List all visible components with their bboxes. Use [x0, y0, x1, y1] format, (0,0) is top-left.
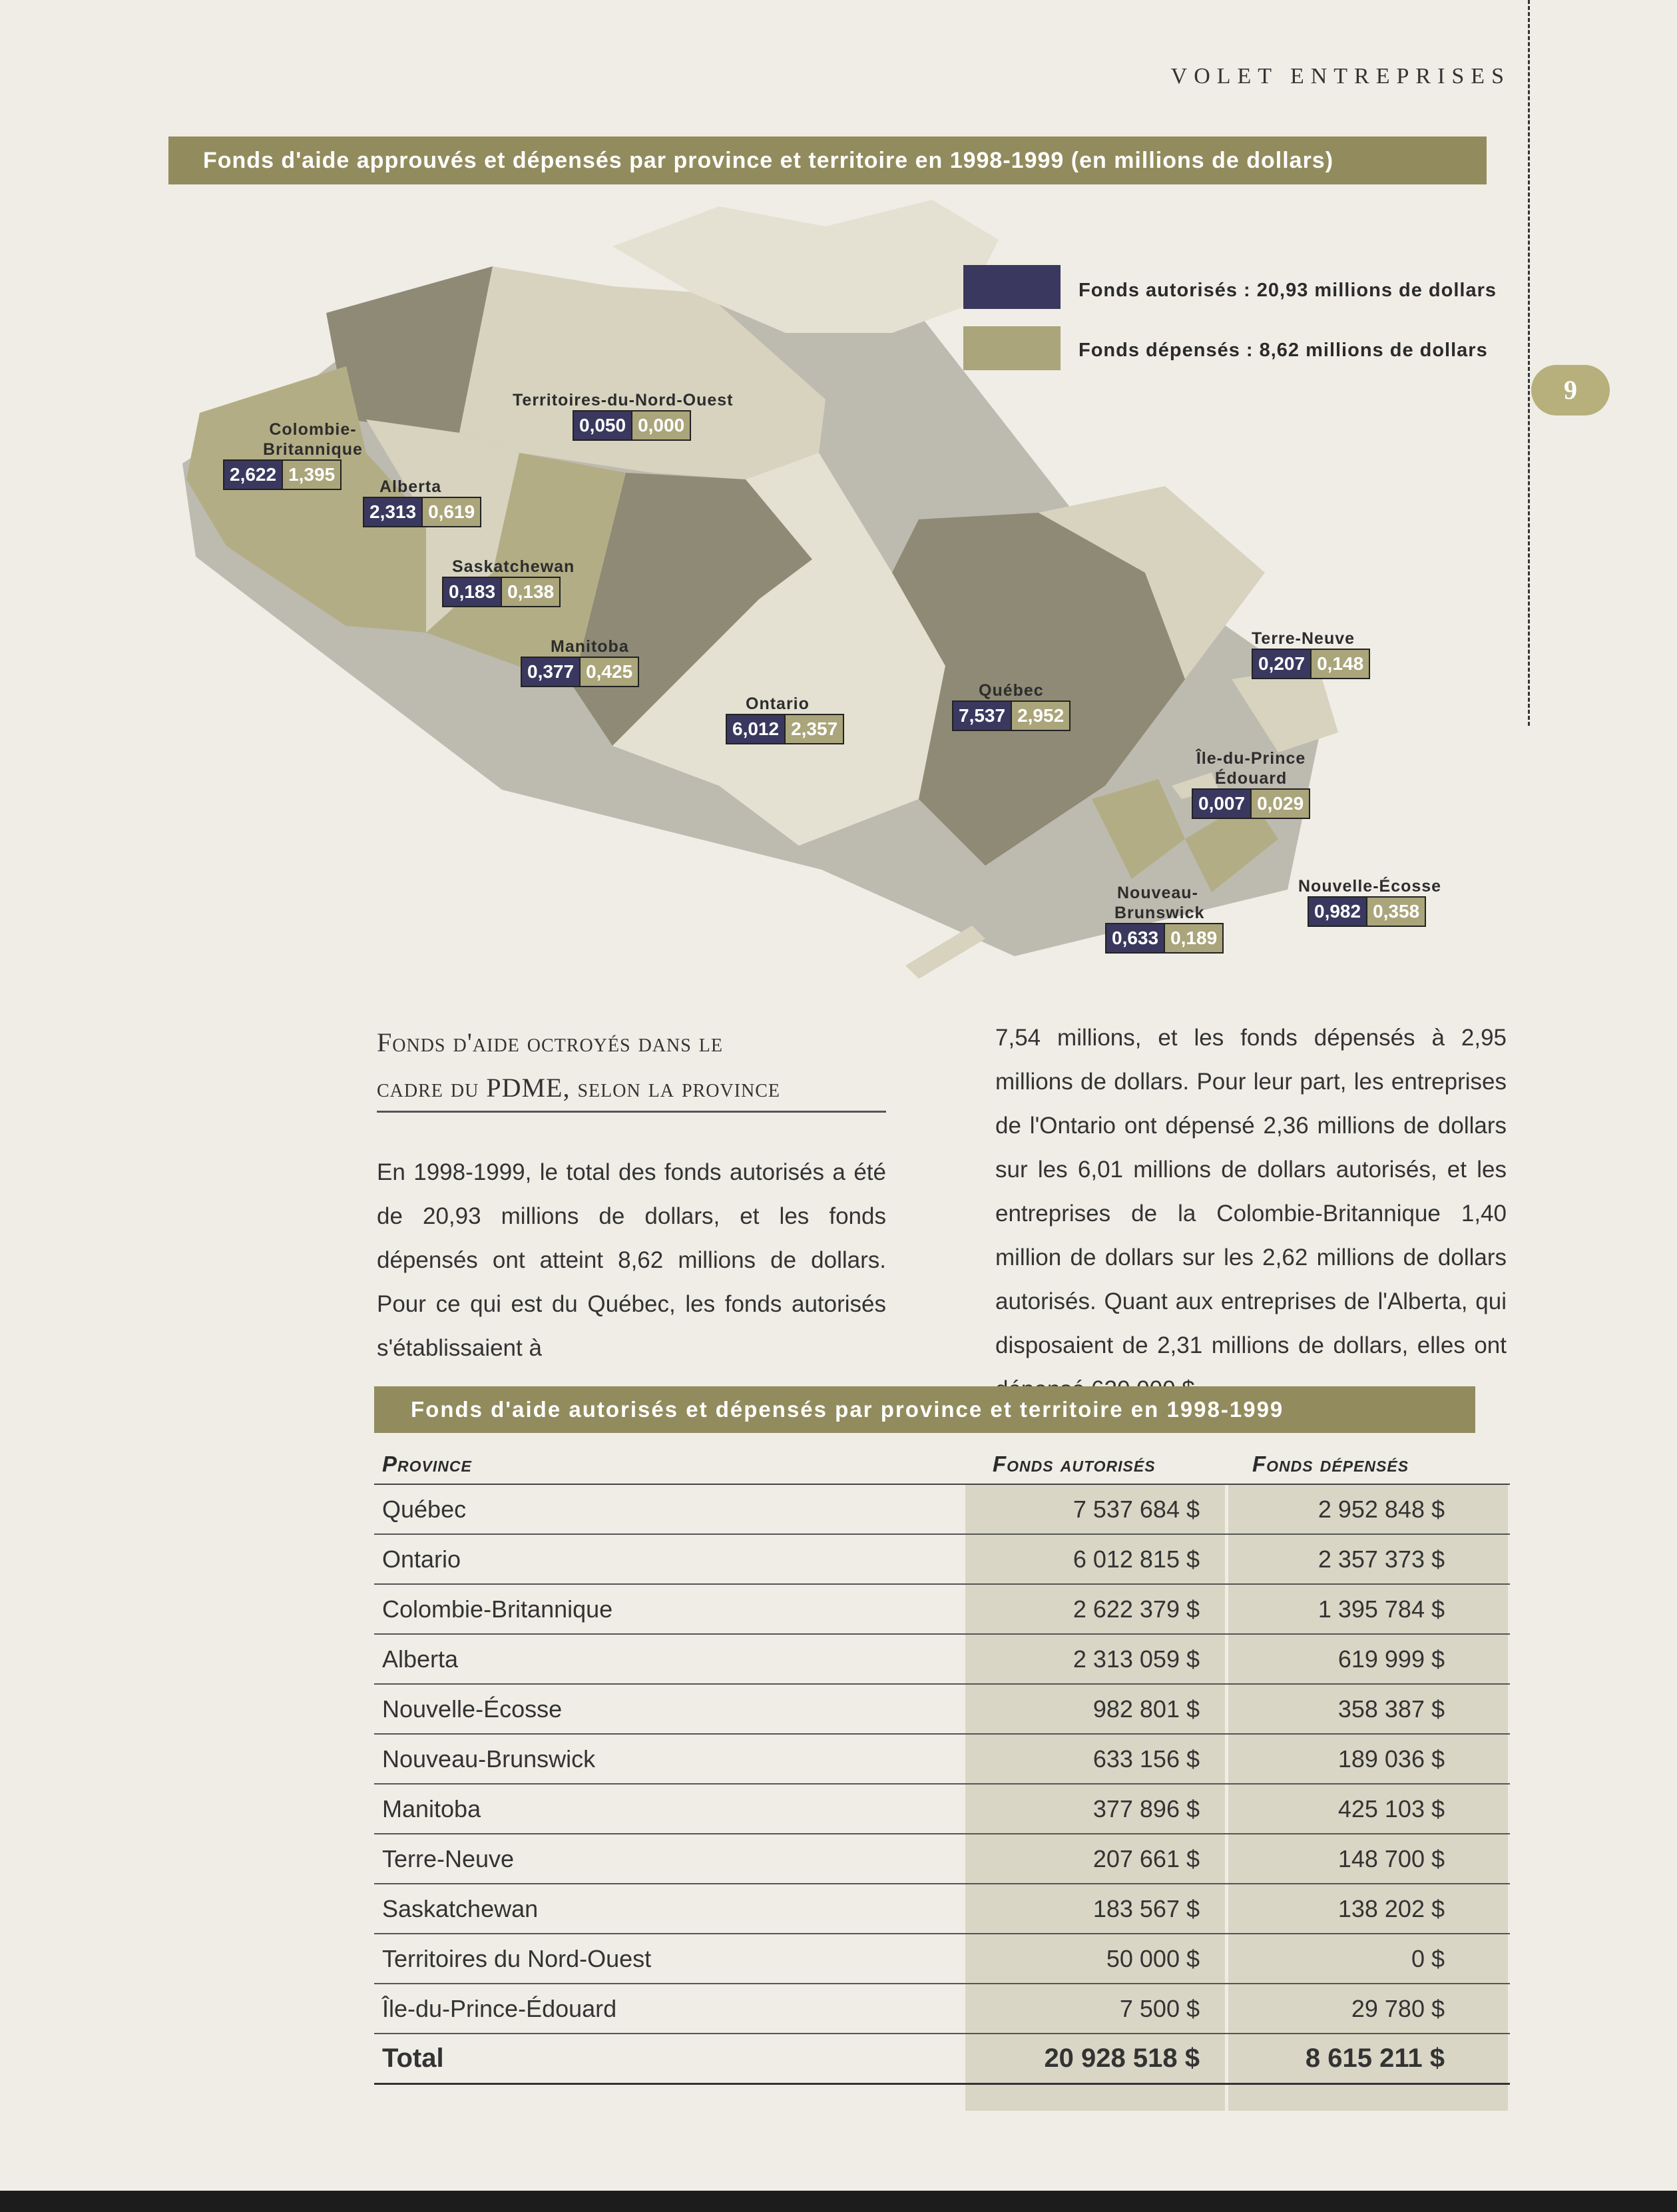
canada-map — [146, 200, 1465, 1019]
cell-spent: 358 387 $ — [1245, 1684, 1510, 1734]
header-authorized — [965, 1445, 1245, 1484]
cell-authorized: 7 537 684 $ — [965, 1484, 1245, 1534]
article-title-line2: cadre du PDME, selon la province — [377, 1073, 781, 1103]
table-row — [374, 1534, 1510, 1584]
province-name: Nouvelle-Écosse — [1298, 877, 1442, 896]
article-title-rule — [377, 1111, 886, 1113]
authorized-value: 2,313 — [363, 497, 423, 527]
table-body — [374, 1484, 1510, 2084]
authorized-value: 7,537 — [952, 700, 1012, 731]
header-spent-label: Fonds dépensés — [1252, 1452, 1409, 1476]
table-row — [374, 1984, 1510, 2034]
header-province: Province — [374, 1445, 965, 1484]
spent-value: 0,029 — [1252, 788, 1310, 819]
table-row — [374, 1484, 1510, 1534]
cell-spent: 29 780 $ — [1245, 1984, 1510, 2034]
table-header-row — [374, 1445, 1510, 1484]
cell-authorized: 2 313 059 $ — [965, 1634, 1245, 1684]
margin-dashed-rule — [1528, 0, 1530, 726]
article-title-line1: Fonds d'aide octroyés dans le — [377, 1027, 724, 1057]
table-row — [374, 1834, 1510, 1884]
spent-value: 0,425 — [581, 657, 639, 687]
province-label-pei — [1192, 748, 1310, 819]
spent-value: 1,395 — [283, 459, 342, 490]
authorized-value: 0,982 — [1308, 896, 1367, 927]
cell-province: Saskatchewan — [374, 1884, 965, 1934]
cell-authorized: 633 156 $ — [965, 1734, 1245, 1784]
article-paragraph-right: 7,54 millions, et les fonds dépensés à 2,95 millions de dollars. Pour leur part, les entreprises de l'Ontario ont dépensé 2,36 millions de dollars sur les 6,01 millions de dollars autorisés, et les entreprises de la Colombie-Britannique 1,40 million de dollars sur les 2,62 millions de dollars autorisés. Quant aux entreprises de l'Alberta, qui disposaient de 2,31 millions de dollars, elles ont — [995, 1025, 1507, 1358]
cell-spent: 189 036 $ — [1245, 1734, 1510, 1784]
province-name: Québec — [979, 681, 1044, 700]
province-label-saskatchewan — [442, 557, 575, 607]
cell-total-authorized: 20 928 518 $ — [965, 2034, 1245, 2084]
authorized-value: 2,622 — [223, 459, 283, 490]
province-label-new-brunswick — [1105, 883, 1224, 954]
cell-authorized: 377 896 $ — [965, 1784, 1245, 1834]
cell-spent: 0 $ — [1245, 1934, 1510, 1984]
province-name: Manitoba — [551, 637, 629, 656]
table-row — [374, 1734, 1510, 1784]
spent-value: 2,952 — [1012, 700, 1071, 731]
cell-province: Territoires du Nord-Ouest — [374, 1934, 965, 1984]
province-name-line1: Nouveau- — [1117, 884, 1198, 902]
table-title: Fonds d'aide autorisés et dépensés par province et territoire en 1998-1999 — [374, 1386, 1475, 1433]
province-name-line2: Édouard — [1214, 769, 1288, 788]
authorized-value: 0,207 — [1252, 649, 1312, 679]
spent-value: 0,189 — [1165, 923, 1224, 954]
authorized-value: 0,377 — [521, 657, 581, 687]
authorized-value: 0,183 — [442, 577, 502, 607]
cell-authorized: 982 801 $ — [965, 1684, 1245, 1734]
table-total-row — [374, 2034, 1510, 2084]
cell-province: Île-du-Prince-Édouard — [374, 1984, 965, 2034]
table-row — [374, 1934, 1510, 1984]
cell-province: Québec — [374, 1484, 965, 1534]
cell-spent: 148 700 $ — [1245, 1834, 1510, 1884]
article-title — [377, 1020, 896, 1111]
header-spent — [1245, 1445, 1510, 1484]
funds-table — [374, 1445, 1510, 2085]
authorized-value: 0,007 — [1192, 788, 1252, 819]
authorized-value: 0,633 — [1105, 923, 1165, 954]
province-label-quebec — [952, 681, 1071, 731]
cell-province: Alberta — [374, 1634, 965, 1684]
spent-value: 0,148 — [1312, 649, 1370, 679]
spent-value: 0,358 — [1367, 896, 1426, 927]
cell-province: Manitoba — [374, 1784, 965, 1834]
cell-authorized: 50 000 $ — [965, 1934, 1245, 1984]
header-authorized-label: Fonds autorisés — [993, 1452, 1156, 1476]
spent-value: 0,619 — [423, 497, 481, 527]
cell-authorized: 2 622 379 $ — [965, 1584, 1245, 1634]
legend-label-spent: Fonds dépensés : 8,62 millions de dollars — [1078, 340, 1488, 361]
legend-swatch-authorized — [963, 265, 1061, 309]
cell-authorized: 183 567 $ — [965, 1884, 1245, 1934]
province-label-bc — [223, 419, 363, 490]
province-label-manitoba — [521, 637, 639, 687]
table-row — [374, 1784, 1510, 1834]
page-number-badge: 9 — [1531, 365, 1610, 415]
province-label-ontario — [726, 694, 844, 744]
cell-authorized: 207 661 $ — [965, 1834, 1245, 1884]
cell-province: Nouveau-Brunswick — [374, 1734, 965, 1784]
page-bottom-edge — [0, 2191, 1677, 2212]
province-label-alberta — [363, 477, 481, 527]
cell-total-spent: 8 615 211 $ — [1245, 2034, 1510, 2084]
table-row — [374, 1884, 1510, 1934]
map-border-stub — [905, 926, 985, 979]
spent-value: 2,357 — [786, 714, 844, 744]
spent-value: 0,000 — [632, 410, 691, 441]
cell-province: Colombie-Britannique — [374, 1584, 965, 1634]
map-section-title: Fonds d'aide approuvés et dépensés par province et territoire en 1998-1999 (en millions de dollars) — [168, 137, 1487, 184]
table-row — [374, 1584, 1510, 1634]
cell-authorized: 6 012 815 $ — [965, 1534, 1245, 1584]
cell-spent: 1 395 784 $ — [1245, 1584, 1510, 1634]
cell-province: Ontario — [374, 1534, 965, 1584]
province-name-line2: Britannique — [263, 440, 363, 459]
province-label-nwt — [513, 390, 734, 441]
cell-spent: 2 952 848 $ — [1245, 1484, 1510, 1534]
legend-swatch-spent — [963, 326, 1061, 370]
article-paragraph-left: En 1998-1999, le total des fonds autorisés a été de 20,93 millions de dollars, et les fonds dépensés ont atteint 8,62 millions de dollars. Pour ce qui est du Québec, les fonds autorisés s'établissaient à — [377, 1159, 886, 1361]
cell-spent: 2 357 373 $ — [1245, 1534, 1510, 1584]
province-name-line2: Brunswick — [1114, 904, 1205, 922]
cell-authorized: 7 500 $ — [965, 1984, 1245, 2034]
province-label-newfoundland — [1252, 629, 1370, 679]
legend-label-authorized: Fonds autorisés : 20,93 millions de dollars — [1078, 280, 1497, 301]
province-name: Alberta — [379, 477, 442, 496]
cell-spent: 138 202 $ — [1245, 1884, 1510, 1934]
table-row — [374, 1634, 1510, 1684]
province-name-line1: Île-du-Prince — [1196, 749, 1306, 768]
authorized-value: 0,050 — [573, 410, 632, 441]
province-label-nova-scotia — [1298, 876, 1441, 927]
cell-province: Terre-Neuve — [374, 1834, 965, 1884]
cell-spent: 619 999 $ — [1245, 1634, 1510, 1684]
province-name: Saskatchewan — [452, 557, 575, 576]
province-name-line1: Colombie- — [269, 420, 357, 439]
province-name: Terre-Neuve — [1252, 629, 1355, 648]
spent-value: 0,138 — [502, 577, 561, 607]
cell-spent: 425 103 $ — [1245, 1784, 1510, 1834]
authorized-value: 6,012 — [726, 714, 786, 744]
province-name: Territoires-du-Nord-Ouest — [513, 391, 734, 410]
cell-total-label: Total — [374, 2034, 965, 2084]
cell-province: Nouvelle-Écosse — [374, 1684, 965, 1734]
section-header: VOLET ENTREPRISES — [1170, 64, 1511, 89]
table-row — [374, 1684, 1510, 1734]
province-name: Ontario — [746, 694, 810, 713]
